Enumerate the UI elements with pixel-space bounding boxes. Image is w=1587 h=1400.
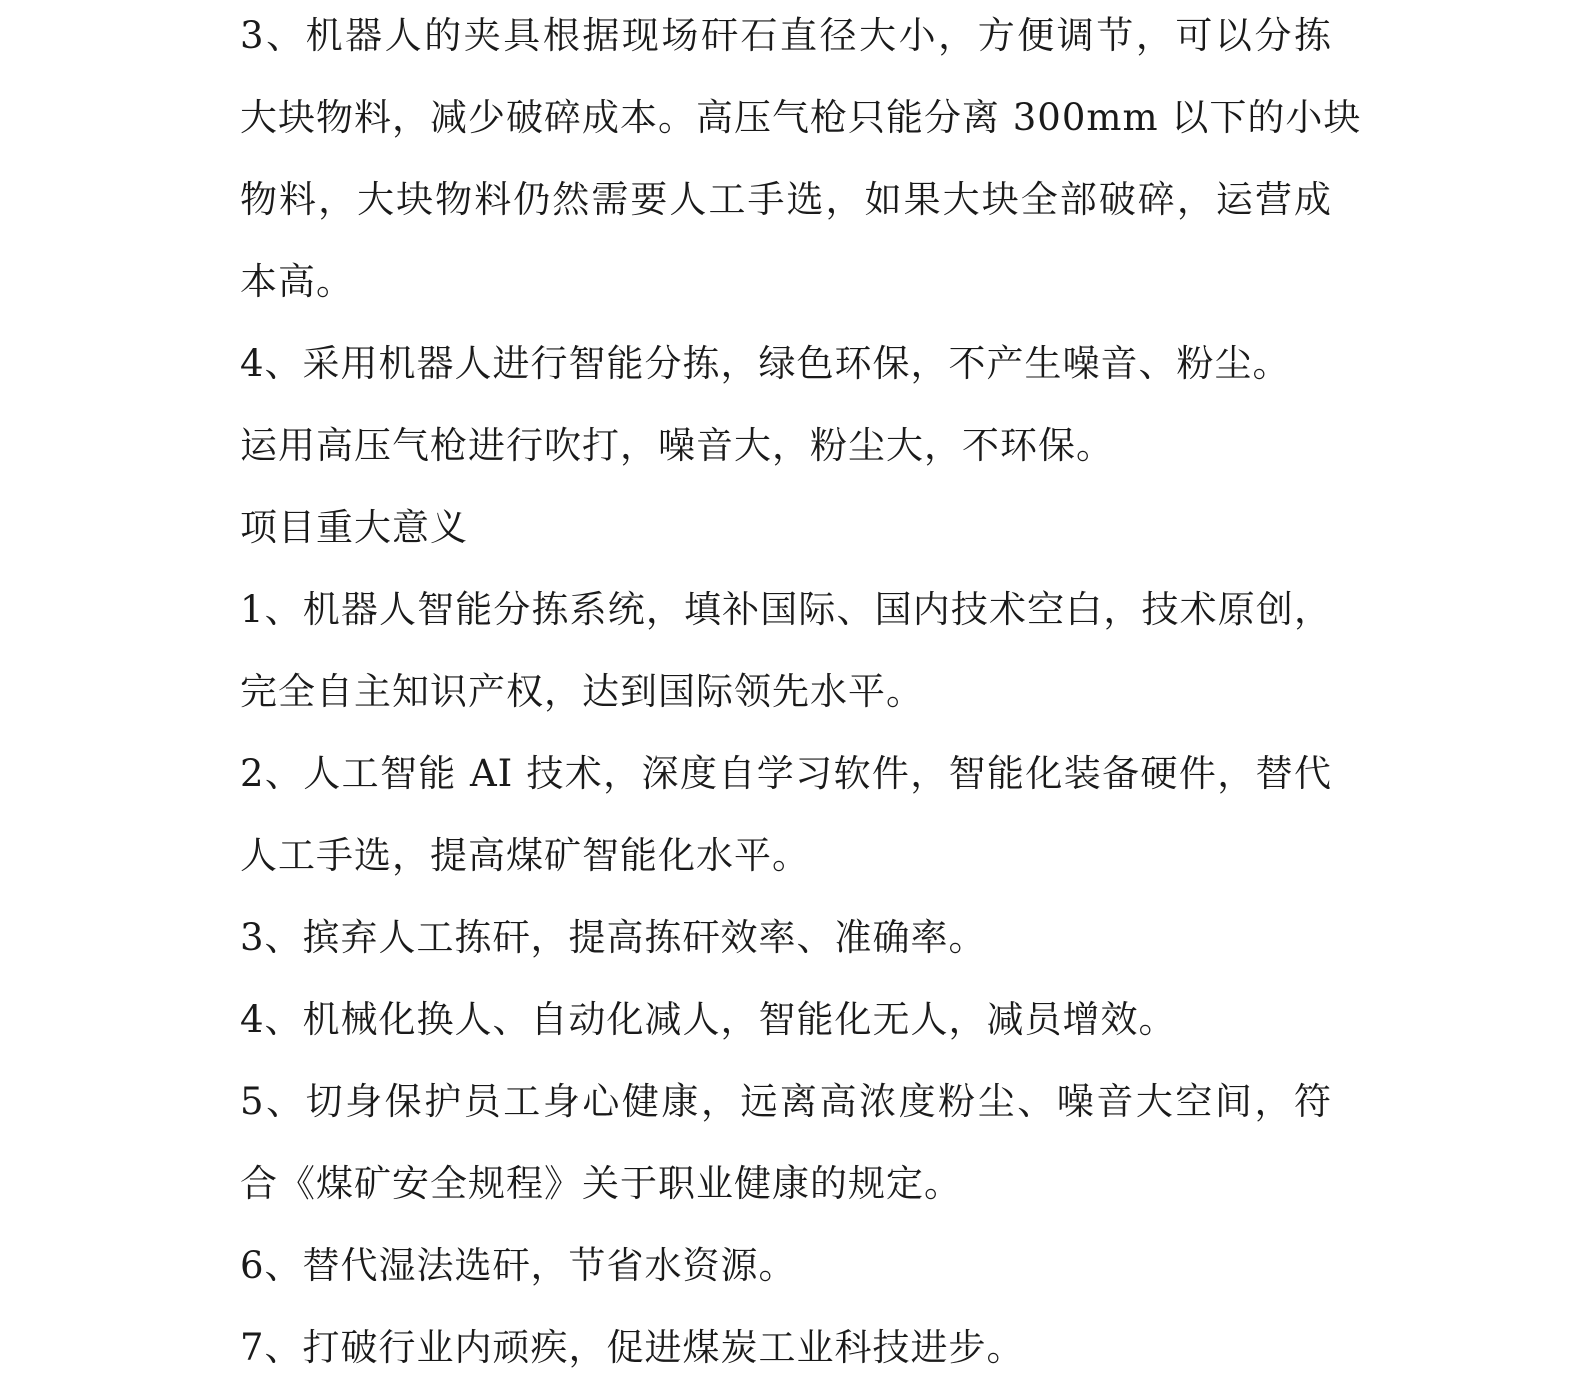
- paragraph-line: 2、人工智能 AI 技术，深度自学习软件，智能化装备硬件，替代: [240, 752, 1332, 795]
- paragraph-line: 物料，大块物料仍然需要人工手选，如果大块全部破碎，运营成: [240, 178, 1332, 221]
- paragraph-line: 4、采用机器人进行智能分拣，绿色环保，不产生噪音、粉尘。: [240, 342, 1291, 385]
- paragraph-line: 运用高压气枪进行吹打，噪音大，粉尘大，不环保。: [240, 424, 1114, 467]
- section-heading: 项目重大意义: [240, 506, 468, 549]
- paragraph-line: 大块物料，减少破碎成本。高压气枪只能分离 300mm 以下的小块: [240, 96, 1362, 139]
- paragraph-line: 人工手选，提高煤矿智能化水平。: [240, 834, 810, 877]
- paragraph-line: 本高。: [240, 260, 354, 303]
- paragraph-line: 3、机器人的夹具根据现场矸石直径大小，方便调节，可以分拣: [240, 14, 1332, 57]
- paragraph-line: 5、切身保护员工身心健康，远离高浓度粉尘、噪音大空间，符: [240, 1080, 1332, 1123]
- paragraph-line: 7、打破行业内顽疾，促进煤炭工业科技进步。: [240, 1326, 1025, 1369]
- paragraph-line: 完全自主知识产权，达到国际领先水平。: [240, 670, 924, 713]
- paragraph-line: 1、机器人智能分拣系统，填补国际、国内技术空白，技术原创，: [240, 588, 1332, 631]
- paragraph-line: 合《煤矿安全规程》关于职业健康的规定。: [240, 1162, 962, 1205]
- paragraph-line: 4、机械化换人、自动化减人，智能化无人，减员增效。: [240, 998, 1177, 1041]
- paragraph-line: 3、摈弃人工拣矸，提高拣矸效率、准确率。: [240, 916, 987, 959]
- paragraph-line: 6、替代湿法选矸，节省水资源。: [240, 1244, 797, 1287]
